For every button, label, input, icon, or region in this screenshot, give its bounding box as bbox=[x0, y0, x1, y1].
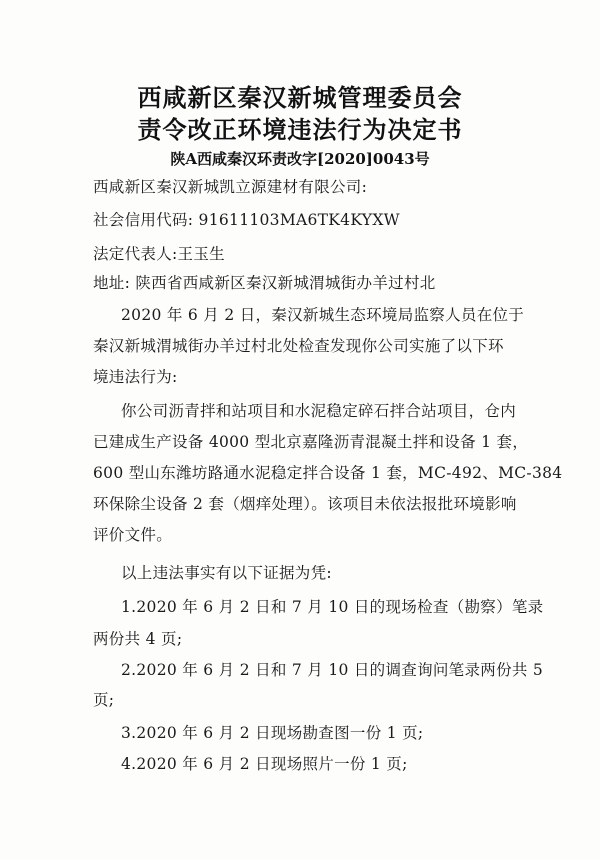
document-number: 陕A西咸秦汉环责改字[2020]0043号 bbox=[170, 150, 430, 168]
evidence-item-2: 2.2020 年 6 月 2 日和 7 月 10 日的调查询问笔录两份共 5 bbox=[121, 661, 544, 679]
evidence-item-1-cont: 两份共 4 页; bbox=[93, 630, 183, 648]
recipient-address: 地址: 陕西省西咸新区秦汉新城渭城街办羊过村北 bbox=[93, 274, 436, 292]
legal-representative: 法定代表人:王玉生 bbox=[93, 245, 225, 263]
credit-code: 社会信用代码: 91611103MA6TK4KYXW bbox=[93, 211, 400, 229]
evidence-item-2-cont: 页; bbox=[93, 691, 115, 709]
evidence-item-1: 1.2020 年 6 月 2 日和 7 月 10 日的现场检查（勘察）笔录 bbox=[121, 598, 544, 616]
evidence-item-4: 4.2020 年 6 月 2 日现场照片一份 1 页; bbox=[121, 755, 408, 773]
paragraph-2-line: 600 型山东潍坊路通水泥稳定拌合设备 1 套，MC-492、MC-384 bbox=[93, 464, 563, 482]
evidence-intro: 以上违法事实有以下证据为凭: bbox=[121, 564, 332, 582]
paragraph-1-line: 境违法行为: bbox=[93, 368, 178, 386]
paragraph-2-line: 评价文件。 bbox=[93, 526, 173, 544]
evidence-item-3: 3.2020 年 6 月 2 日现场勘查图一份 1 页; bbox=[121, 724, 424, 742]
paragraph-1-line: 2020 年 6 月 2 日，秦汉新城生态环境局监察人员在位于 bbox=[121, 306, 525, 324]
title-line-1: 西咸新区秦汉新城管理委员会 bbox=[137, 84, 463, 112]
paragraph-2-line: 环保除尘设备 2 套（烟痒处理）。该项目未依法报批环境影响 bbox=[93, 495, 517, 513]
paragraph-2-line: 你公司沥青拌和站项目和水泥稳定碎石拌合站项目，仓内 bbox=[121, 402, 517, 420]
title-line-2: 责令改正环境违法行为决定书 bbox=[137, 116, 463, 144]
paragraph-2-line: 已建成生产设备 4000 型北京嘉隆沥青混凝土拌和设备 1 套， bbox=[93, 433, 529, 451]
recipient-company: 西咸新区秦汉新城凯立源建材有限公司: bbox=[93, 178, 368, 196]
paragraph-1-line: 秦汉新城渭城街办羊过村北处检查发现你公司实施了以下环 bbox=[93, 337, 504, 355]
